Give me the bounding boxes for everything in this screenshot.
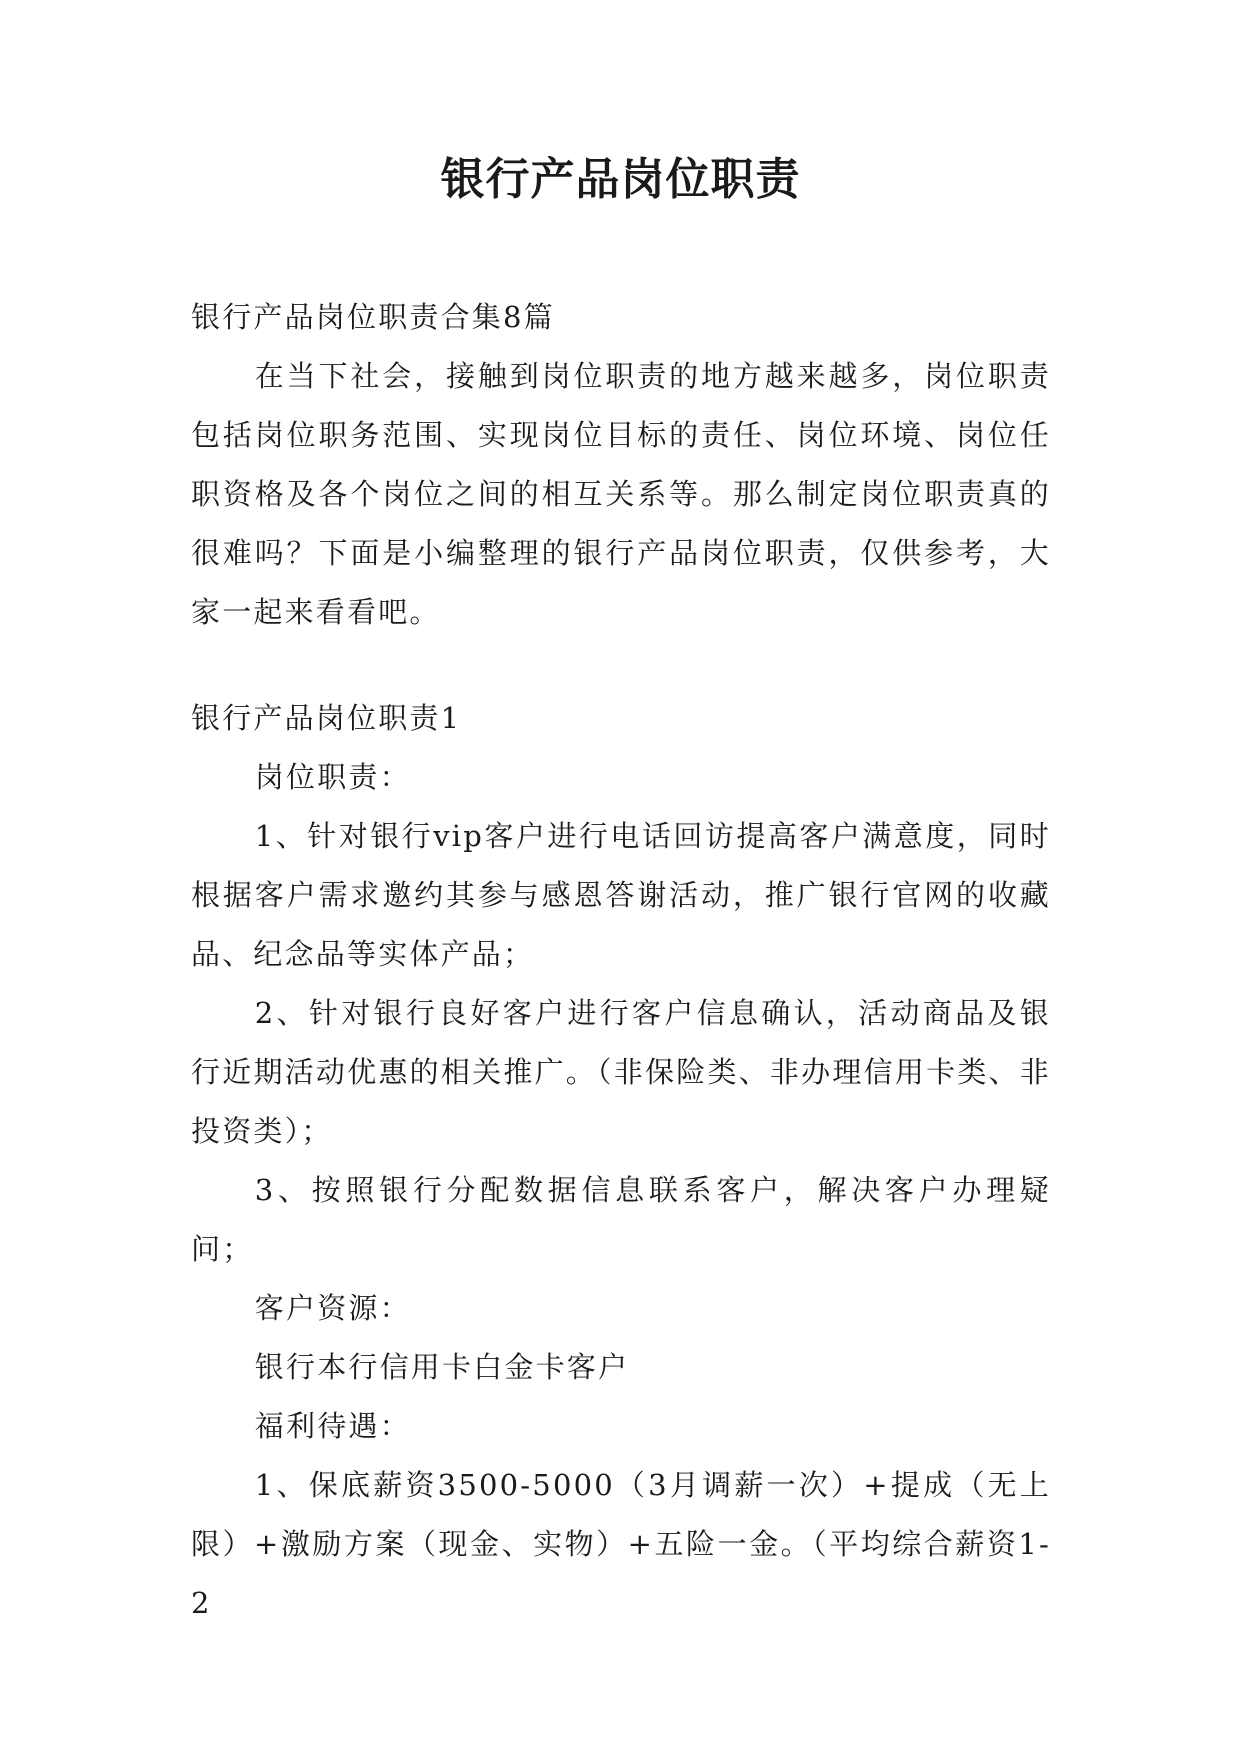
- duty-item-2: 2、针对银行良好客户进行客户信息确认，活动商品及银行近期活动优惠的相关推广。（非保险类、非办理信用卡类、非投资类）；: [191, 996, 1051, 1148]
- customer-label: 客户资源：: [254, 1291, 411, 1325]
- benefit-item-1: 1、保底薪资3500-5000（3月调薪一次）+提成（无上限）+激励方案（现金、实物）+五险一金。（平均综合薪资1-2: [191, 1468, 1051, 1620]
- benefit-label: 福利待遇：: [254, 1409, 411, 1443]
- duty-item-3: 3、按照银行分配数据信息联系客户，解决客户办理疑问；: [191, 1173, 1051, 1266]
- section-heading: 银行产品岗位职责1: [191, 701, 462, 735]
- document-title: 银行产品岗位职责: [440, 154, 801, 205]
- document-body: [191, 288, 1051, 1633]
- section-spacer: [191, 642, 1051, 689]
- intro-paragraph: 在当下社会，接触到岗位职责的地方越来越多，岗位职责包括岗位职务范围、实现岗位目标的责任、岗位环境、岗位任职资格及各个岗位之间的相互关系等。那么制定岗位职责真的很难吗？下面是小编整理的银行产品岗位职责，仅供参考，大家一起来看看吧。: [191, 359, 1051, 629]
- duty-label: 岗位职责：: [254, 760, 411, 794]
- collection-subtitle: 银行产品岗位职责合集8篇: [191, 300, 555, 334]
- customer-text: 银行本行信用卡白金卡客户: [254, 1350, 630, 1384]
- duty-item-1: 1、针对银行vip客户进行电话回访提高客户满意度，同时根据客户需求邀约其参与感恩答谢活动，推广银行官网的收藏品、纪念品等实体产品；: [191, 819, 1051, 971]
